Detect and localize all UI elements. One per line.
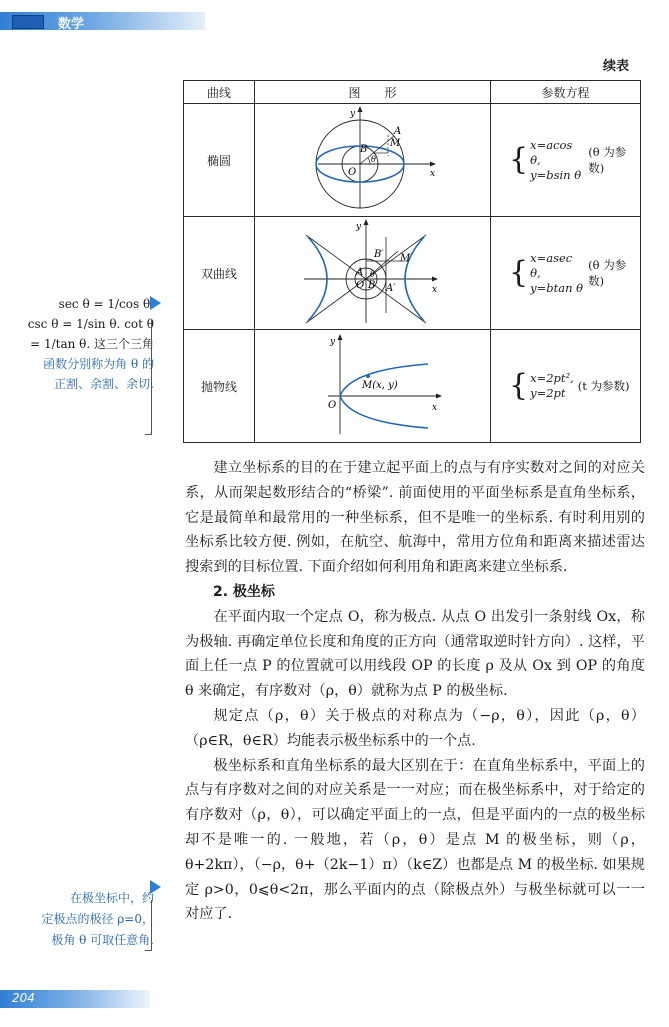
theta-label: θ <box>369 270 375 279</box>
equation-line-y: y=btan θ <box>530 280 584 295</box>
point-a-prime-label: A′ <box>385 283 395 294</box>
note-pointer-icon <box>150 880 161 894</box>
note-pointer-icon <box>150 296 161 310</box>
point-m-label: M <box>399 253 410 264</box>
note-line: 极角 θ 可取任意角. <box>51 933 154 947</box>
note-line: = 1/tan θ. 这三个三角 <box>30 337 154 351</box>
paragraph: 建立坐标系的目的在于建立起平面上的点与有序实数对之间的对应关系，从而架起数形结合的“桥梁”. 前面使用的平面坐标系是直角坐标系，它是最简单和最常用的一种坐标系，但不是唯一的坐标系. 有时利用别的坐标系比较方便. 例如，在航空、航海中，常用方位角和距离来描述雷达搜索到的目标位置. 下面介绍如何利用角和距离来建立坐标系. <box>185 460 645 576</box>
parabola-equation: { x=2pt², y=2pt (t 为参数) <box>491 330 641 443</box>
note-line: 在极坐标中，约 <box>69 891 154 905</box>
hyperbola-equation: { x=asec θ, y=btan θ (θ 为参数) <box>491 217 641 330</box>
note-line: 函数分别称为角 θ 的 <box>43 357 154 371</box>
x-label: x <box>431 403 437 413</box>
parabola-diagram <box>298 330 448 438</box>
ellipse-figure-cell <box>255 104 491 217</box>
table-row-ellipse <box>184 104 641 217</box>
origin-label: O <box>327 400 336 411</box>
equation-line-x: x=acos θ, <box>530 137 573 167</box>
point-a-label: A <box>393 126 401 137</box>
origin-label: O <box>355 280 364 291</box>
y-label: y <box>355 222 361 232</box>
y-label: y <box>329 337 335 347</box>
page-number: 204 <box>12 991 35 1005</box>
side-note-polar <box>6 888 154 951</box>
paragraph: 规定点（ρ，θ）关于极点的对称点为（−ρ，θ），因此（ρ，θ）（ρ∈R，θ∈R）均能表示极坐标系中的一个点. <box>185 707 645 749</box>
note-line: csc θ = 1/sin θ. cot θ <box>27 317 154 331</box>
parameter-note: (θ 为参数) <box>588 258 627 288</box>
table-continued-caption: 续表 <box>602 59 629 74</box>
x-axis-arrow <box>436 394 442 399</box>
point-b-prime-label: B′ <box>373 249 384 260</box>
ellipse-equation: { x=acos θ, y=bsin θ (θ 为参数) <box>491 104 641 217</box>
header-accent-block <box>12 15 44 29</box>
subject-title: 数学 <box>58 17 85 32</box>
x-axis-arrow <box>432 277 438 282</box>
y-axis-arrow <box>363 219 368 225</box>
point-m-label: M <box>389 138 400 149</box>
table-row-hyperbola <box>184 217 641 330</box>
curve-name: 椭圆 <box>184 104 255 217</box>
curve-name: 抛物线 <box>184 330 255 443</box>
main-text <box>185 456 645 927</box>
paragraph: 极坐标系和直角坐标系的最大区别在于：在直角坐标系中，平面上的点与有序数对之间的对应关系是一一对应；而在极坐标系中，对于给定的有序数对（ρ，θ），可以确定平面上的一点，但是平面内的一点的极坐标却不是唯一的. 一般地，若（ρ，θ）是点 M 的极坐标，则（ρ，θ+2kπ），（−ρ，θ+（2k−1）π）（k∈Z）也都是点 M 的极坐标. 如果规定 ρ>0，0⩽θ<2π，那么平面内的点（除极点外）与极坐标就可以一一对应了. <box>185 757 645 923</box>
note-bracket <box>145 900 152 951</box>
x-label: x <box>429 169 435 179</box>
x-axis-arrow <box>430 162 436 167</box>
x-label: x <box>431 285 437 295</box>
table-header-row <box>184 81 641 104</box>
curves-table <box>183 80 641 443</box>
header-curve: 曲线 <box>184 81 255 104</box>
point-m-dot <box>366 374 370 378</box>
equation-line-x: x=asec θ, <box>530 250 573 280</box>
hyperbola-diagram <box>298 217 448 325</box>
y-axis-arrow <box>337 334 342 340</box>
parameter-note: (t 为参数) <box>577 379 630 393</box>
origin-label: O <box>347 167 356 178</box>
parameter-note: (θ 为参数) <box>588 145 627 175</box>
paragraph: 在平面内取一个定点 O，称为极点. 从点 O 出发引一条射线 Ox，称为极轴. 再确定单位长度和角度的正方向（通常取逆时针方向）. 这样，平面上任一点 P 的位置就可以用线段 OP 的长度 ρ 及从 Ox 到 OP 的角度 θ 来确定，有序数对（ρ，θ）就称为点 P 的极坐标. <box>185 608 645 700</box>
hyperbola-figure-cell <box>255 217 491 330</box>
theta-label: θ <box>370 155 376 164</box>
equation-line-y: y=2pt <box>530 386 566 400</box>
parabola-figure-cell <box>255 330 491 443</box>
point-m-label: M(x, y) <box>361 380 398 391</box>
ellipse-diagram <box>298 104 448 212</box>
note-line: 定极点的极径 ρ=0， <box>41 912 154 926</box>
header-figure: 图 形 <box>255 81 491 104</box>
side-note-trig <box>6 294 154 394</box>
point-b-label: B <box>367 280 375 291</box>
y-label: y <box>349 109 355 119</box>
note-line: 正割、余割、余切. <box>54 377 154 391</box>
point-a-label: A <box>355 267 363 278</box>
header-parametric: 参数方程 <box>491 81 641 104</box>
table-row-parabola <box>184 330 641 443</box>
y-axis-arrow <box>357 106 362 112</box>
equation-line-y: y=bsin θ <box>530 167 582 182</box>
curve-name: 双曲线 <box>184 217 255 330</box>
equation-line-x: x=2pt², <box>530 371 574 385</box>
note-line: sec θ = 1/cos θ, <box>58 297 154 311</box>
note-bracket <box>145 320 152 435</box>
angle-arc <box>368 158 370 164</box>
point-b-label: B <box>359 144 367 155</box>
section-heading: 2. 极坐标 <box>213 583 275 600</box>
